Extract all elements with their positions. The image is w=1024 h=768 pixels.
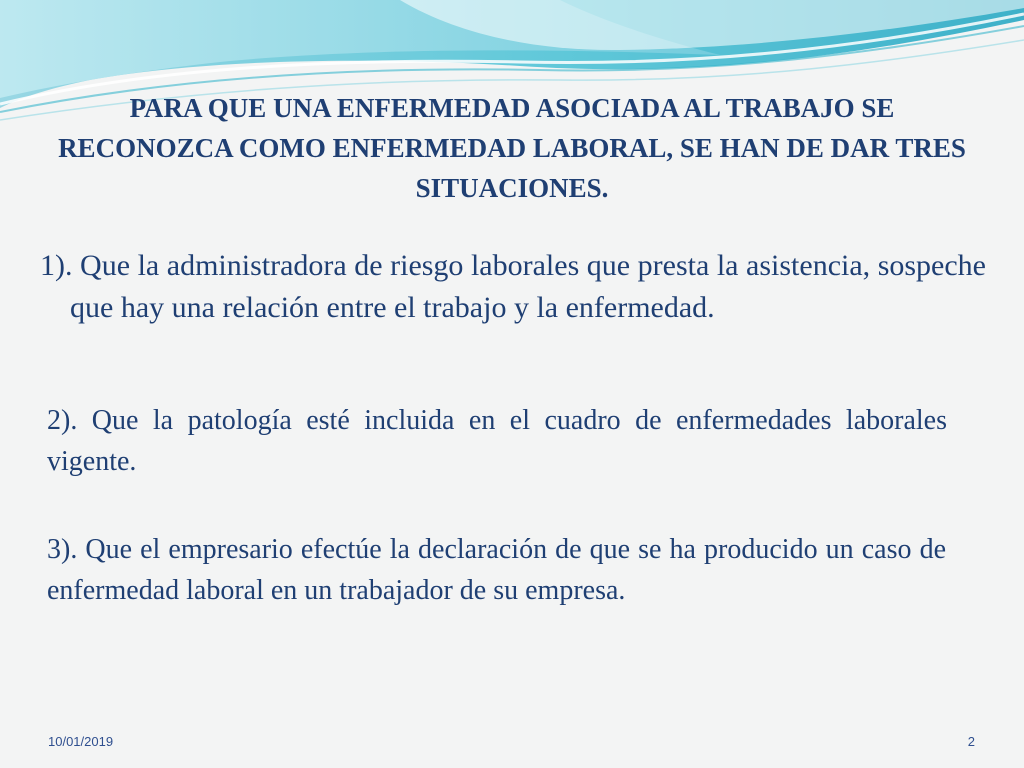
list-item-situation-2: 2). Que la patología esté incluida en el cuadro de enfermedades laborales vigente. bbox=[47, 405, 947, 477]
list-item-situation-1: 1). Que la administradora de riesgo laborales que presta la asistencia, sospeche que hay una relación entre el trabajo y la enfermedad. bbox=[40, 249, 986, 324]
slide-title: PARA QUE UNA ENFERMEDAD ASOCIADA AL TRABAJO SE RECONOZCA COMO ENFERMEDAD LABORAL, SE HAN DE DAR TRES SITUACIONES. bbox=[58, 93, 966, 203]
footer-date: 10/01/2019 bbox=[48, 734, 114, 749]
list-item-situation-3: 3). Que el empresario efectúe la declaración de que se ha producido un caso de enfermedad laboral en un trabajador de su empresa. bbox=[47, 534, 946, 606]
page-number: 2 bbox=[967, 734, 975, 749]
